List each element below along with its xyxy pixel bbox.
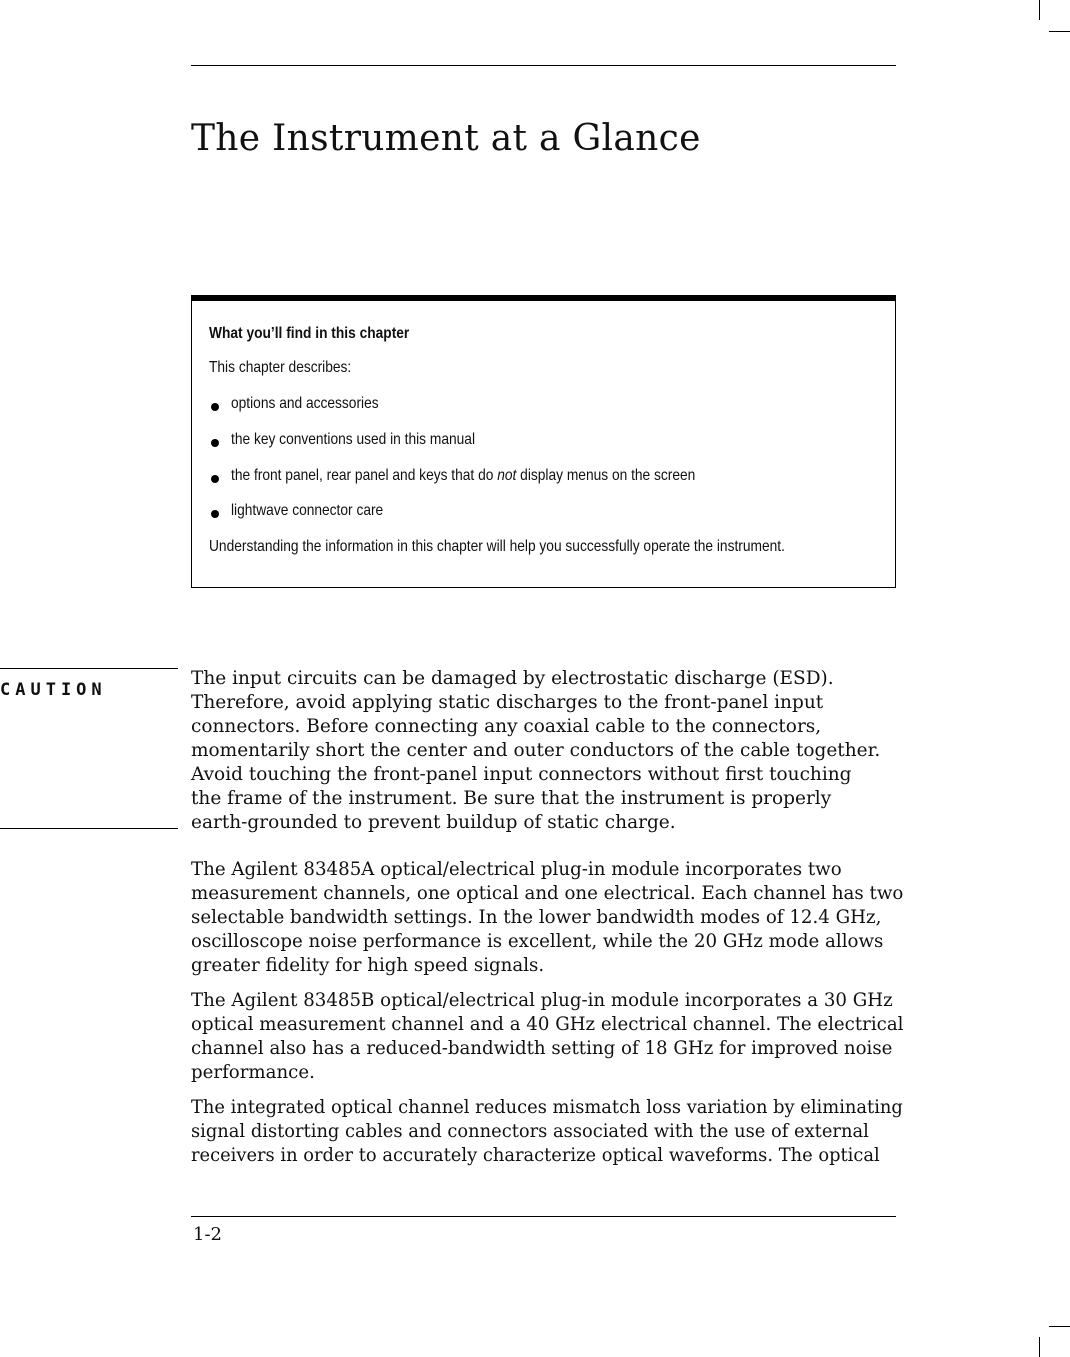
bullet-item-post: display menus on the screen [516,467,696,484]
crop-mark-top-horizontal [1049,31,1070,32]
page-title: The Instrument at a Glance [191,118,701,159]
text-line: the frame of the instrument. Be sure that the instrument is properly [191,788,832,809]
caution-text [191,667,880,835]
bullet-item: lightwave connector care [231,502,384,519]
crop-mark-bottom-vertical [1039,1337,1040,1357]
caution-top-rule [0,668,178,669]
header-rule [191,65,896,66]
bullet-dot-icon [211,403,219,411]
chapter-summary-heading: What you’ll find in this chapter [209,325,410,342]
body-paragraph [191,1096,929,1168]
text-line: oscilloscope noise performance is excellent, while the 20 GHz mode allows [191,931,884,952]
text-line: earth-grounded to prevent buildup of static charge. [191,812,676,833]
body-paragraph [191,989,916,1085]
bullet-dot-icon [211,510,219,518]
chapter-summary-outro: Understanding the information in this chapter will help you successfully operate the instrument. [209,538,785,555]
text-line: The input circuits can be damaged by electrostatic discharge (ESD). [191,668,834,689]
bullet-dot-icon [211,439,219,447]
text-line: connectors. Before connecting any coaxial cable to the connectors, [191,716,822,737]
text-line: The Agilent 83485A optical/electrical plug-in module incorporates two [191,859,842,880]
text-line: greater fidelity for high speed signals. [191,955,545,976]
bullet-item [231,467,695,485]
text-line: Therefore, avoid applying static discharges to the front-panel input [191,692,824,713]
bullet-item: options and accessories [231,395,379,412]
chapter-summary-intro: This chapter describes: [209,359,352,376]
text-line: channel also has a reduced-bandwidth setting of 18 GHz for improved noise [191,1038,893,1059]
crop-mark-top-vertical [1039,0,1040,20]
footer-rule [191,1216,896,1217]
text-line: selectable bandwidth settings. In the lower bandwidth modes of 12.4 GHz, [191,907,882,928]
bullet-item: the key conventions used in this manual [231,431,476,448]
caution-bottom-rule [0,828,178,829]
text-line: momentarily short the center and outer conductors of the cable together. [191,740,881,761]
text-line: optical measurement channel and a 40 GHz electrical channel. The electrical [191,1014,904,1035]
text-line: The Agilent 83485B optical/electrical plug-in module incorporates a 30 GHz [191,990,893,1011]
text-line: Avoid touching the front-panel input connectors without first touching [191,764,852,785]
text-line: signal distorting cables and connectors associated with the use of external [191,1121,869,1142]
bullet-dot-icon [211,475,219,483]
text-line: performance. [191,1062,315,1083]
crop-mark-bottom-horizontal [1049,1326,1070,1327]
body-paragraph [191,858,915,978]
chapter-summary-box [191,295,896,588]
page-number: 1-2 [193,1224,222,1245]
text-line: receivers in order to accurately characterize optical waveforms. The optical [191,1145,880,1166]
text-line: measurement channels, one optical and one electrical. Each channel has two [191,883,904,904]
bullet-item-emphasis: not [497,467,517,484]
bullet-item-pre: the front panel, rear panel and keys that do [231,467,498,484]
text-line: The integrated optical channel reduces mismatch loss variation by eliminating [191,1097,903,1118]
caution-label: CAUTION [0,680,107,700]
